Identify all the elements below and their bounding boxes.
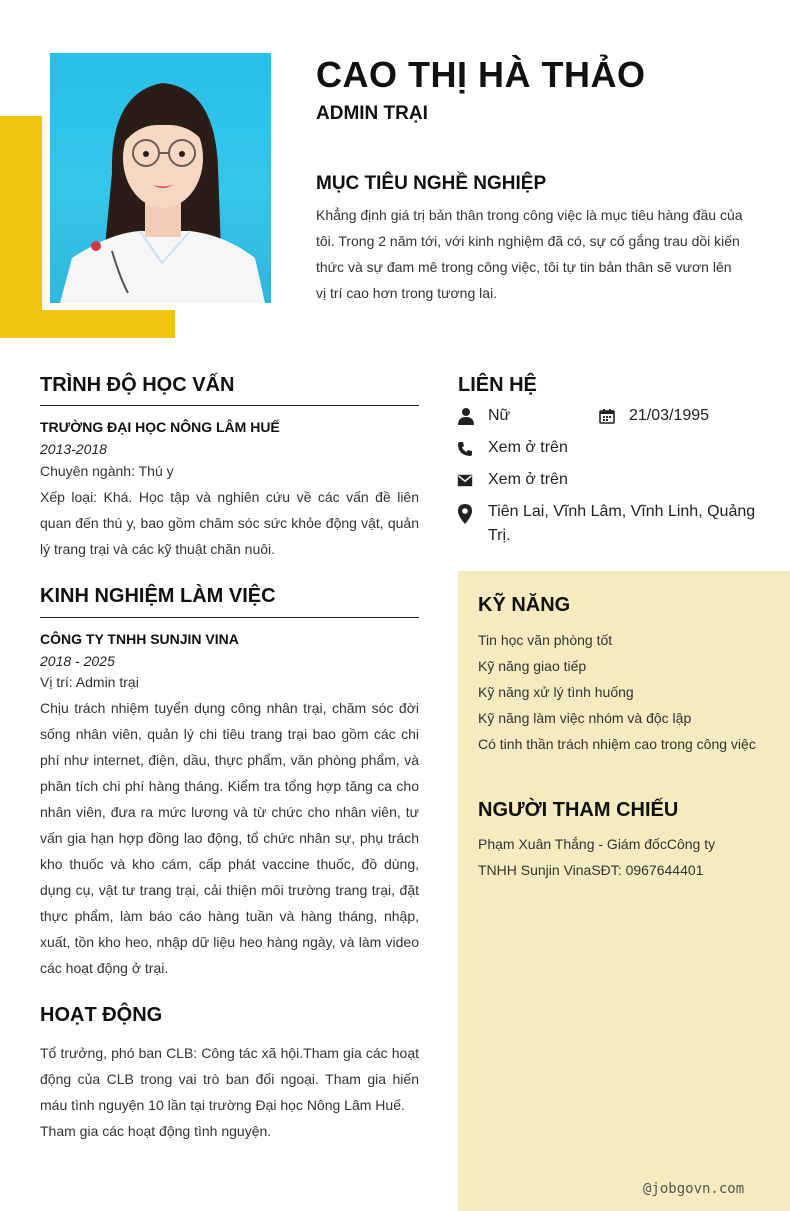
- experience-company: CÔNG TY TNHH SUNJIN VINA: [40, 631, 239, 647]
- experience-section: [40, 585, 419, 981]
- skills-list: [478, 627, 758, 757]
- skill-item: Có tinh thần trách nhiệm cao trong công việc: [478, 736, 756, 752]
- activities-title: HOẠT ĐỘNG: [40, 1004, 163, 1026]
- skills-title: KỸ NĂNG: [478, 594, 571, 616]
- education-section: [40, 374, 419, 562]
- contact-gender: Nữ: [488, 407, 511, 424]
- activities-section: [40, 1004, 419, 1144]
- objective-text: Khẳng định giá trị bản thân trong công việc là mục tiêu hàng đầu của tôi. Trong 2 năm tới, với kinh nghiệm đã có, sự cố gắng trau dồi kiến thức và sự đam mê trong công việc, tôi tự tin bản thân sẽ vươn lên vị trí cao hơn trong tương lai.: [316, 207, 743, 301]
- experience-period: 2018 - 2025: [40, 653, 115, 669]
- education-detail: Xếp loại: Khá. Học tập và nghiên cứu về các vấn đề liên quan đến thú y, bao gồm chăm sóc sức khỏe động vật, quản lý trang trại và các kỹ thuật chăn nuôi.: [40, 489, 419, 557]
- contact-email: Xem ở trên: [488, 471, 568, 488]
- references-text: Phạm Xuân Thắng - Giám đốcCông ty TNHH Sunjin VinaSĐT: 0967644401: [478, 836, 716, 878]
- skill-item: Kỹ năng giao tiếp: [478, 658, 587, 674]
- experience-title: KINH NGHIỆM LÀM VIỆC: [40, 585, 276, 607]
- candidate-role: ADMIN TRẠI: [316, 103, 428, 124]
- contact-address: Tiên Lai, Vĩnh Lâm, Vĩnh Linh, Quảng Trị.: [488, 503, 756, 544]
- skill-item: Kỹ năng làm việc nhóm và độc lập: [478, 710, 692, 726]
- activities-text: Tổ trưởng, phó ban CLB: Công tác xã hội.Tham gia các hoạt động của CLB trong vai trò ban đối ngoại. Tham gia hiến máu tình nguyện 10 lần tại trường Đại học Nông Lâm Huế.: [40, 1045, 419, 1113]
- education-period: 2013-2018: [40, 441, 107, 457]
- contact-title: LIÊN HỆ: [458, 374, 537, 396]
- contact-phone: Xem ở trên: [488, 439, 568, 456]
- education-divider: [40, 405, 419, 406]
- skill-item: Kỹ năng xử lý tình huống: [478, 684, 634, 700]
- mail-icon: [457, 474, 473, 487]
- education-title: TRÌNH ĐỘ HỌC VẤN: [40, 374, 235, 396]
- skills-panel: [458, 571, 790, 1211]
- experience-detail: Chịu trách nhiệm tuyển dụng công nhân trại, chăm sóc đời sống nhân viên, quản lý chi tiêu trang trại bao gồm các chi phí như internet, điện, dầu, thực phẩm, văn phòng phẩm, và phân tích chi phí hàng tháng. Kiểm tra tổng hợp tăng ca cho nhân viên, đưa ra mức lương và từ chức cho nhân viên, tư vấn gia hạn hợp đồng lao động, tổ chức nhân sự, phụ trách kho thuốc và kho cám, cấp phát vaccine thuốc, đồ dùng, dụng cụ, vật tư trang trại, cải thiện môi trường trang trại, đặt thực phẩm, làm báo cáo hàng tuần và hàng tháng, nhập, xuất, tồn kho heo, nhập dữ liệu heo hàng ngày, và làm video các hoạt động ở trại.: [40, 700, 419, 976]
- watermark: @jobgovn.com: [643, 1181, 745, 1197]
- contact-birthday: 21/03/1995: [629, 407, 710, 424]
- education-major: Chuyên ngành: Thú y: [40, 463, 174, 479]
- activities-text-2: Tham gia các hoạt động tình nguyện.: [40, 1123, 272, 1139]
- accent-block: [0, 116, 42, 338]
- candidate-name: CAO THỊ HÀ THẢO: [316, 54, 646, 95]
- objective-title: MỤC TIÊU NGHỀ NGHIỆP: [316, 173, 547, 194]
- accent-bar: [0, 310, 175, 338]
- location-pin-icon: [457, 504, 473, 524]
- person-icon: [457, 407, 475, 425]
- skill-item: Tin học văn phòng tốt: [478, 632, 613, 648]
- profile-photo: [50, 53, 271, 303]
- phone-icon: [457, 441, 473, 457]
- experience-divider: [40, 617, 419, 618]
- education-school: TRƯỜNG ĐẠI HỌC NÔNG LÂM HUẾ: [40, 419, 280, 435]
- calendar-icon: [599, 408, 615, 424]
- references-title: NGƯỜI THAM CHIẾU: [478, 799, 679, 821]
- experience-position: Vị trí: Admin trại: [40, 674, 139, 690]
